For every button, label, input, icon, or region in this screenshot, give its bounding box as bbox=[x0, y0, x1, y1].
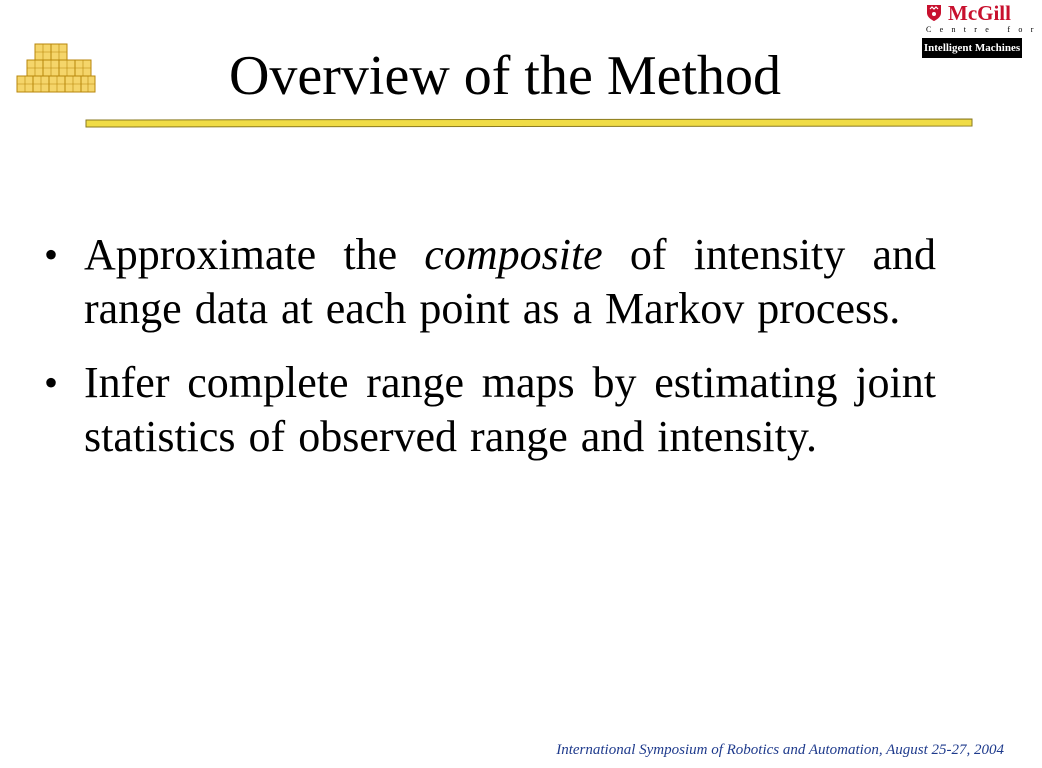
bullet-dot-icon: • bbox=[44, 232, 59, 277]
title-rule bbox=[84, 117, 974, 129]
mcgill-subtitle: Centre for bbox=[926, 25, 1042, 34]
grid-blocks-logo-icon bbox=[15, 42, 97, 96]
slide-title: Overview of the Method bbox=[228, 45, 782, 107]
bullet-item bbox=[44, 356, 936, 464]
bullet-list bbox=[44, 228, 936, 484]
mcgill-shield-icon bbox=[926, 4, 942, 22]
mcgill-institute-bar: Intelligent Machines bbox=[922, 38, 1022, 58]
bullet-dot-icon: • bbox=[44, 360, 59, 405]
bullet-text-1 bbox=[84, 228, 936, 336]
mcgill-cim-logo bbox=[922, 1, 1042, 58]
bullet-emphasis: composite bbox=[424, 230, 603, 279]
bullet-item bbox=[44, 228, 936, 336]
bullet-text-2: Infer complete range maps by estimating joint statistics of observed range and intensity. bbox=[84, 358, 936, 461]
mcgill-wordmark: McGill bbox=[948, 1, 1011, 25]
footer-conference: International Symposium of Robotics and Automation, August 25-27, 2004 bbox=[556, 742, 1004, 758]
bullet-text-1-before: Approximate the bbox=[84, 230, 425, 279]
bullet-text-1-after: of intensity and range data at each point as a Markov process. bbox=[84, 230, 936, 333]
